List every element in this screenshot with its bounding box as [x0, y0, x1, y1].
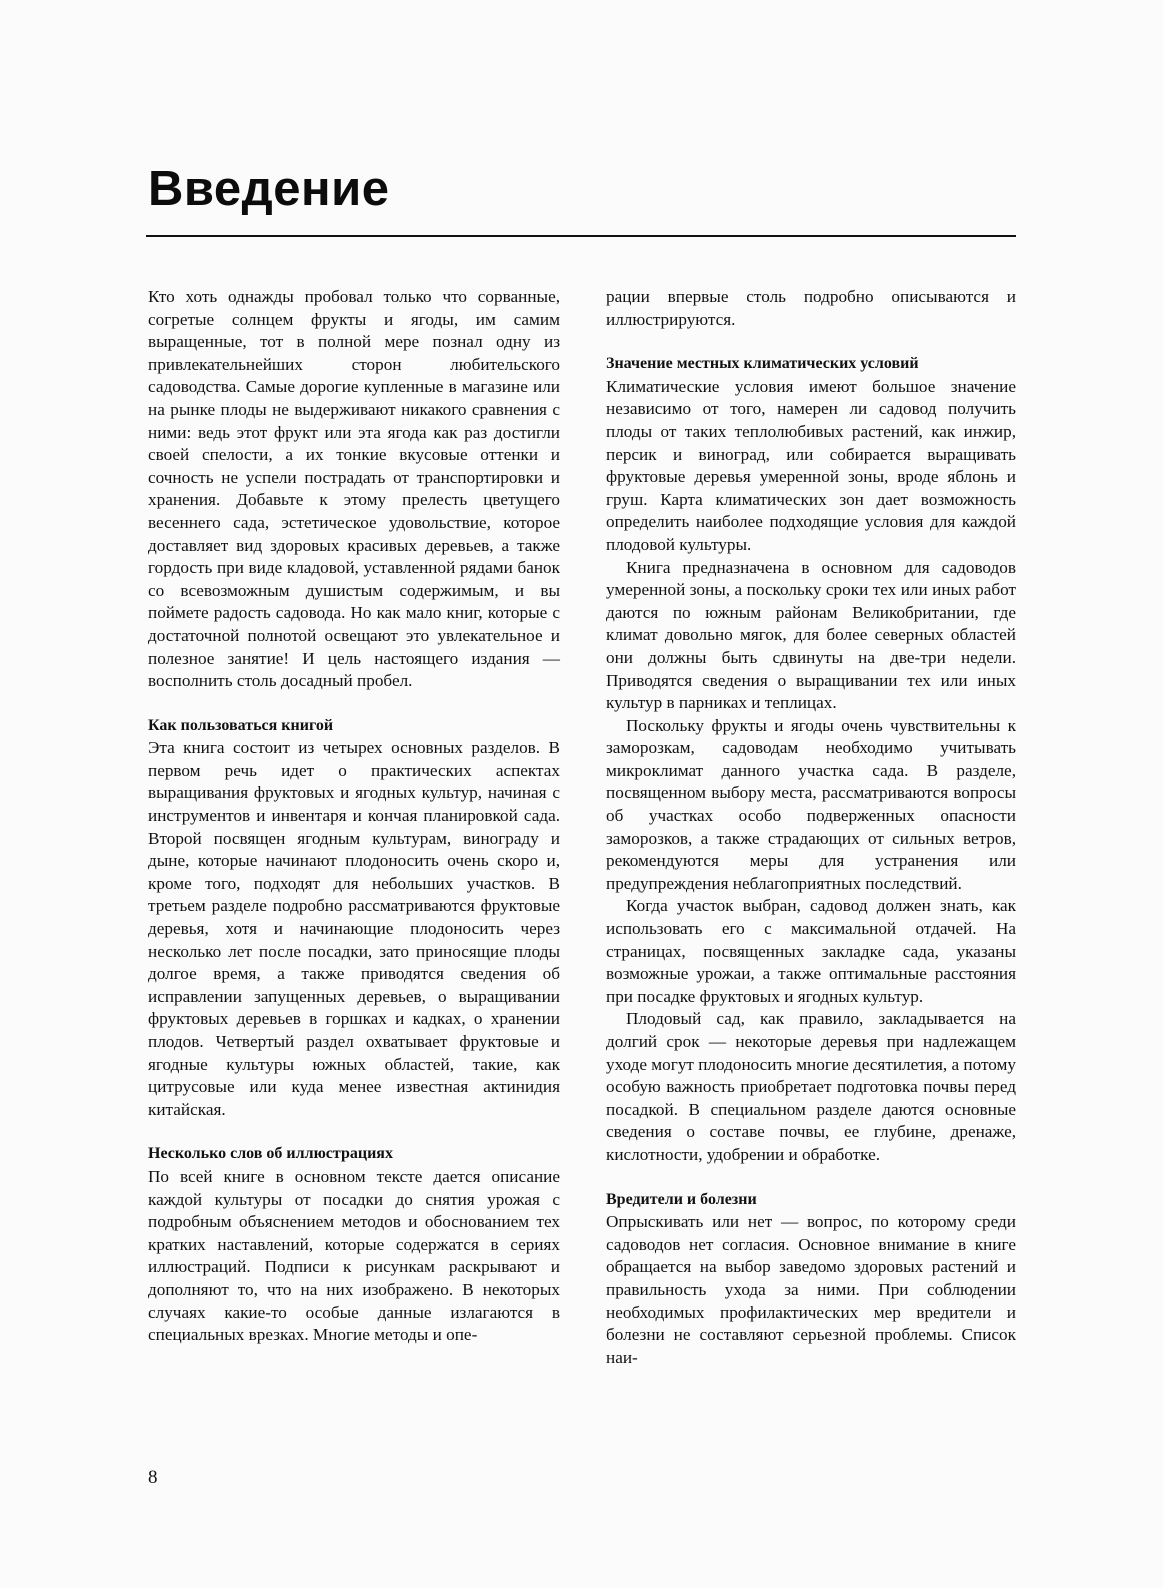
left-column [148, 286, 560, 1347]
section-text-illustrations: По всей книге в основном тексте дается описание каждой культуры от посадки до снятия урожая с подробным объяснением методов и обоснованием тех кратких наставлений, которые содержатся в сериях иллюстраций. Подписи к рисункам раскрывают и дополняют то, что на них изображено. В некоторых случаях какие-то особые данные излагаются в специальных врезках. Многие методы и опе- [148, 1166, 560, 1345]
section-heading-illustrations: Несколько слов об иллюстрациях [148, 1145, 393, 1163]
page-title: Введение [148, 162, 390, 216]
climate-paragraph-2: Книга предназначена в основном для садоводов умеренной зоны, а поскольку сроки тех или иных работ даются по южным районам Великобритании, где климат довольно мягок, для более северных областей они должны быть сдвинуты на две-три недели. Приводятся сведения о выращивании тех или иных культур в парниках и теплицах. [606, 557, 1016, 713]
climate-paragraph-3: Поскольку фрукты и ягоды очень чувствительны к заморозкам, садоводам необходимо учитывать микроклимат данного участка сада. В разделе, посвященном выбору места, рассматриваются вопросы об участках особо подверженных опасности заморозков, а также страдающих от сильных ветров, рекомендуются меры для устранения или предупреждения неблагоприятных последствий. [606, 715, 1016, 893]
climate-paragraph-1: Климатические условия имеют большое значение независимо от того, намерен ли садовод получить плоды от таких теплолюбивых растений, как инжир, персик и виноград, или собирается выращивать фруктовые деревья умеренной зоны, вроде яблонь и груш. Карта климатических зон дает возможность определить наиболее подходящие условия для каждой плодовой культуры. [606, 376, 1016, 554]
section-heading-climate: Значение местных климатических условий [606, 355, 919, 373]
section-text-pests: Опрыскивать или нет — вопрос, по которому среди садоводов нет согласия. Основное внимание в книге обращается на выбор заведомо здоровых растений и правильность ухода за ними. При соблюдении необходимых профилактических мер вредители и болезни не составляют серьезной проблемы. Список наи- [606, 1212, 1016, 1367]
section-heading-pests: Вредители и болезни [606, 1190, 757, 1208]
intro-paragraph: Кто хоть однажды пробовал только что сорванные, согретые солнцем фрукты и ягоды, им самим выращенные, тот в полной мере познал одну из привлекательнейших сторон любительского садоводства. Самые дорогие купленные в магазине или на рынке плоды не выдерживают никакого сравнения с ними: ведь этот фрукт или эта ягода как раз достигли своей спелости, а их тонкие вкусовые оттенки и сочность не успели пострадать от транспортировки и хранения. Добавьте к этому прелесть цветущего весеннего сада, эстетическое удовольствие, которое доставляет вид здоровых красивых деревьев, а также гордость при виде кладовой, уставленной рядами банок со всевозможным душистым содержимым, и вы поймете радость садовода. Но как мало книг, которые с достаточной полнотой освещают это увлекательное и полезное занятие! И цель настоящего издания — восполнить столь досадный пробел. [148, 287, 560, 691]
continuation-paragraph: рации впервые столь подробно описываются и иллюстрируются. [606, 287, 1016, 329]
section-heading-how-to-use: Как пользоваться книгой [148, 716, 334, 734]
title-divider [146, 235, 1016, 237]
section-text-how-to-use: Эта книга состоит из четырех основных разделов. В первом речь идет о практических аспектах выращивания фруктовых и ягодных культур, начиная с инструментов и инвентаря и кончая планировкой сада. Второй посвящен ягодным культурам, винограду и дыне, которые начинают плодоносить очень скоро и, кроме того, подходят для небольших участков. В третьем разделе подробно рассматриваются фруктовые деревья, хотя и начинающие плодоносить через несколько лет после посадки, зато приносящие плоды долгое время, а также приводятся сведения об исправлении запущенных деревьев, о выращивании фруктовых деревьев в горшках и кадках, о хранении плодов. Четвертый раздел охватывает фруктовые и ягодные культуры южных областей, такие, как цитрусовые или куда менее известная актинидия китайская. [148, 738, 560, 1119]
right-column [606, 286, 1016, 1369]
page-number: 8 [148, 1467, 158, 1488]
climate-paragraph-5: Плодовый сад, как правило, закладывается на долгий срок — некоторые деревья при надлежащем уходе могут плодоносить многие десятилетия, а потому особую важность приобретает подготовка почвы перед посадкой. В специальном разделе даются основные сведения о составе почвы, ее глубине, дренаже, кислотности, удобрении и обработке. [606, 1009, 1016, 1164]
climate-paragraph-4: Когда участок выбран, садовод должен знать, как использовать его с максимальной отдачей. На страницах, посвященных закладке сада, указаны возможные урожаи, а также оптимальные расстояния при посадке фруктовых и ягодных культур. [606, 896, 1016, 1006]
